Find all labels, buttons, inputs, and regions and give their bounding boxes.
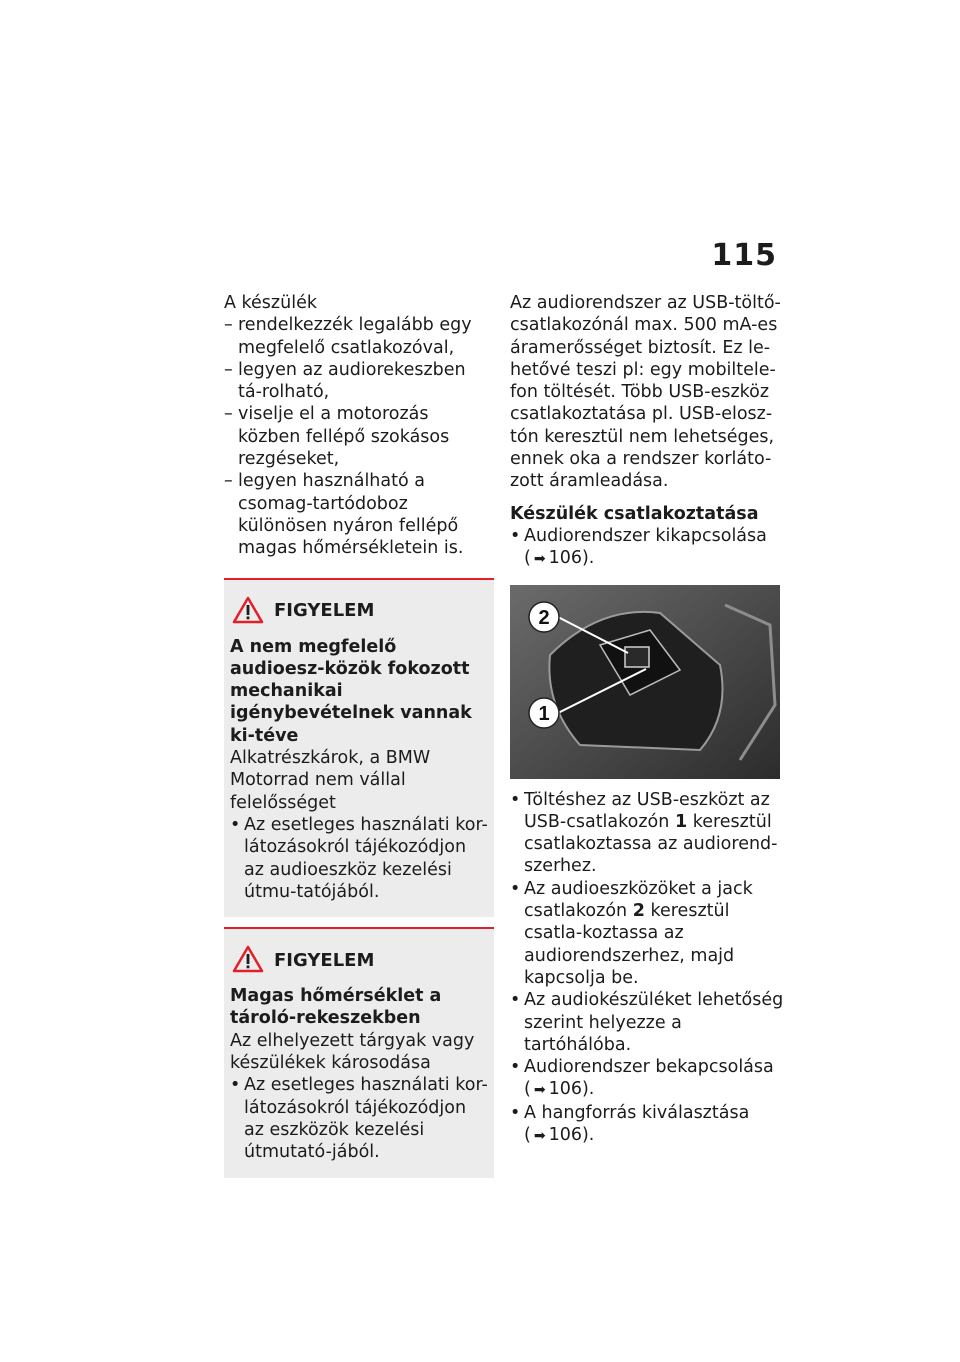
- warning-box-mechanical: [224, 578, 494, 918]
- warning-subtitle: A nem megfelelő audioesz-közök fokozott mechanikai igénybevételnek vannak ki-téve: [230, 636, 472, 746]
- requirement-item: – legyen az audiorekeszben tá-rolható,: [224, 359, 494, 404]
- step-text: keresztül csatlakoztassa az audiorend-szerhez.: [524, 811, 778, 877]
- warning-header: [232, 596, 488, 624]
- warning-consequence: Alkatrészkárok, a BMW Motorrad nem vállal felelősséget: [230, 748, 431, 813]
- steps-list: [510, 789, 785, 1148]
- page-number: 115: [711, 238, 777, 273]
- right-column: [510, 292, 785, 1147]
- section-heading: Készülék csatlakoztatása: [510, 503, 759, 524]
- left-column: [224, 292, 494, 1178]
- step-text: Az audioeszközöket a jack csatlakozón: [524, 878, 753, 922]
- warning-actions: [230, 814, 488, 903]
- steps-list-top: [510, 525, 785, 571]
- step-item: • A hangforrás kiválasztása ( ➡ 106).: [510, 1102, 785, 1148]
- callout-1: 1: [538, 702, 550, 725]
- step-item: [510, 878, 785, 989]
- step-item: • Audiorendszer bekapcsolása ( ➡ 106).: [510, 1056, 785, 1102]
- step-text: keresztül csatla-koztassa az audiorendszerhez, majd kapcsolja be.: [524, 901, 735, 988]
- requirement-item: – rendelkezzék legalább egy megfelelő csatlakozóval,: [224, 314, 494, 359]
- step-item: • Audiorendszer kikapcsolása ( ➡ 106).: [510, 525, 785, 571]
- usb-socket-figure: [510, 585, 780, 779]
- step-text: Audiorendszer kikapcsolása: [524, 525, 767, 546]
- warning-action: • Az esetleges használati kor-látozásokról tájékozódjon az eszközök kezelési útmutató-jából.: [230, 1074, 488, 1163]
- page-reference: 106).: [548, 548, 595, 569]
- step-text: Audiorendszer bekapcsolása: [524, 1057, 774, 1078]
- step-callout-number: 1: [674, 811, 688, 832]
- warning-header: [232, 945, 488, 973]
- warning-title: FIGYELEM: [274, 949, 375, 971]
- page-reference: 106).: [548, 1079, 595, 1100]
- step-item: • Az audiokészüléket lehetőség szerint helyezze a tartóhálóba.: [510, 989, 785, 1056]
- requirements-list: [224, 314, 494, 559]
- reference-arrow-icon: ➡: [533, 1082, 546, 1099]
- reference-arrow-icon: ➡: [533, 1128, 546, 1145]
- requirement-item: – legyen használható a csomag-tartódoboz különösen nyáron fellépő magas hőmérsékletein is.: [224, 470, 494, 559]
- callout-2: 2: [538, 606, 550, 629]
- step-text: A hangforrás kiválasztása: [524, 1102, 750, 1123]
- warning-actions: [230, 1074, 488, 1163]
- warning-triangle-icon: [232, 945, 264, 973]
- requirement-item: – viselje el a motorozás közben fellépő szokásos rezgéseket,: [224, 403, 494, 470]
- step-item: [510, 789, 785, 878]
- page-reference: 106).: [548, 1125, 595, 1146]
- warning-action: • Az esetleges használati kor-látozásokról tájékozódjon az audioeszköz kezelési útmu-tatójából.: [230, 814, 488, 903]
- intro-text: A készülék: [224, 293, 317, 313]
- warning-consequence: Az elhelyezett tárgyak vagy készülékek károsodása: [230, 1030, 475, 1074]
- reference-arrow-icon: ➡: [533, 551, 546, 568]
- usb-info-paragraph: Az audiorendszer az USB-töltő-csatlakozónál max. 500 mA-es áramerősséget biztosít. Ez le-hetővé teszi pl: egy mobiltele-fon töltését. Több USB-eszköz csatlakoztatása pl. USB-elosz-tón keresztül nem lehetséges, ennek oka a rendszer korláto-zott áramleadása.: [510, 293, 781, 492]
- warning-triangle-icon: [232, 596, 264, 624]
- warning-title: FIGYELEM: [274, 600, 375, 622]
- warning-box-heat: [224, 927, 494, 1177]
- step-callout-number: 2: [632, 901, 645, 922]
- step-text: Töltéshez az USB-eszközt az USB-csatlakozón: [524, 789, 770, 832]
- warning-subtitle: Magas hőmérséklet a tároló-rekeszekben: [230, 986, 442, 1029]
